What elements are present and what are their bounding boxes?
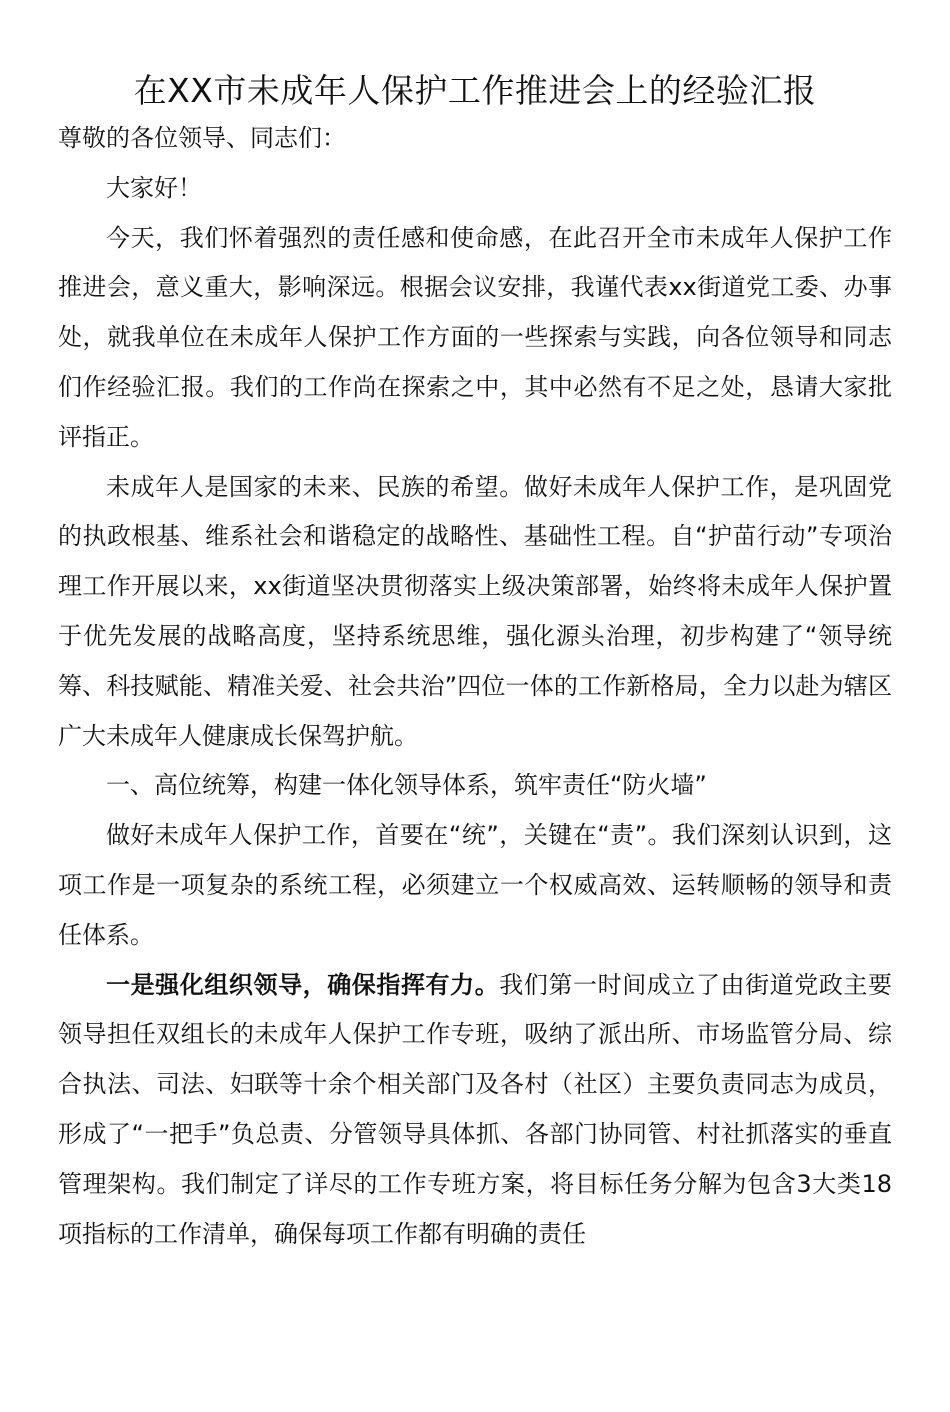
greeting: 大家好！ (106, 173, 202, 202)
paragraph-background: 未成年人是国家的未来、民族的希望。做好未成年人保护工作，是巩固党的执政根基、维系社会和谐稳定的战略性、基础性工程。自“护苗行动”专项治理工作开展以来，xx街道坚决贯彻落实上级决策部署，始终将未成年人保护置于优先发展的战略高度，坚持系统思维，强化源头治理，初步构建了“领导统筹、科技赋能、精准关爱、社会共治”四位一体的工作新格局，全力以赴为辖区广大未成年人健康成长保驾护航。 (58, 472, 892, 750)
point-paragraph (58, 961, 892, 1260)
section-intro: 做好未成年人保护工作，首要在“统”，关键在“责”。我们深刻认识到，这项工作是一项复杂的系统工程，必须建立一个权威高效、运转顺畅的领导和责任体系。 (58, 821, 892, 949)
point-body: 我们第一时间成立了由街道党政主要领导担任双组长的未成年人保护工作专班，吸纳了派出所、市场监管分局、综合执法、司法、妇联等十余个相关部门及各村（社区）主要负责同志为成员，形成了“一把手”负总责、分管领导具体抓、各部门协同管、村社抓落实的垂直管理架构。我们制定了详尽的工作专班方案，将目标任务分解为包含3大类18项指标的工作清单，确保每项工作都有明确的责任 (58, 970, 893, 1248)
salutation: 尊敬的各位领导、同志们： (58, 124, 346, 152)
point-lead: 一是强化组织领导，确保指挥有力。 (106, 970, 500, 999)
section-heading: 一、高位统筹，构建一体化领导体系，筑牢责任“防火墙” (106, 771, 707, 800)
document-page (0, 68, 950, 1412)
paragraph-opening: 今天，我们怀着强烈的责任感和使命感，在此召开全市未成年人保护工作推进会，意义重大，影响深远。根据会议安排，我谨代表xx街道党工委、办事处，就我单位在未成年人保护工作方面的一些探索与实践，向各位领导和同志们作经验汇报。我们的工作尚在探索之中，其中必然有不足之处，恳请大家批评指正。 (58, 223, 892, 451)
document-title: 在XX市未成年人保护工作推进会上的经验汇报 (133, 71, 817, 110)
